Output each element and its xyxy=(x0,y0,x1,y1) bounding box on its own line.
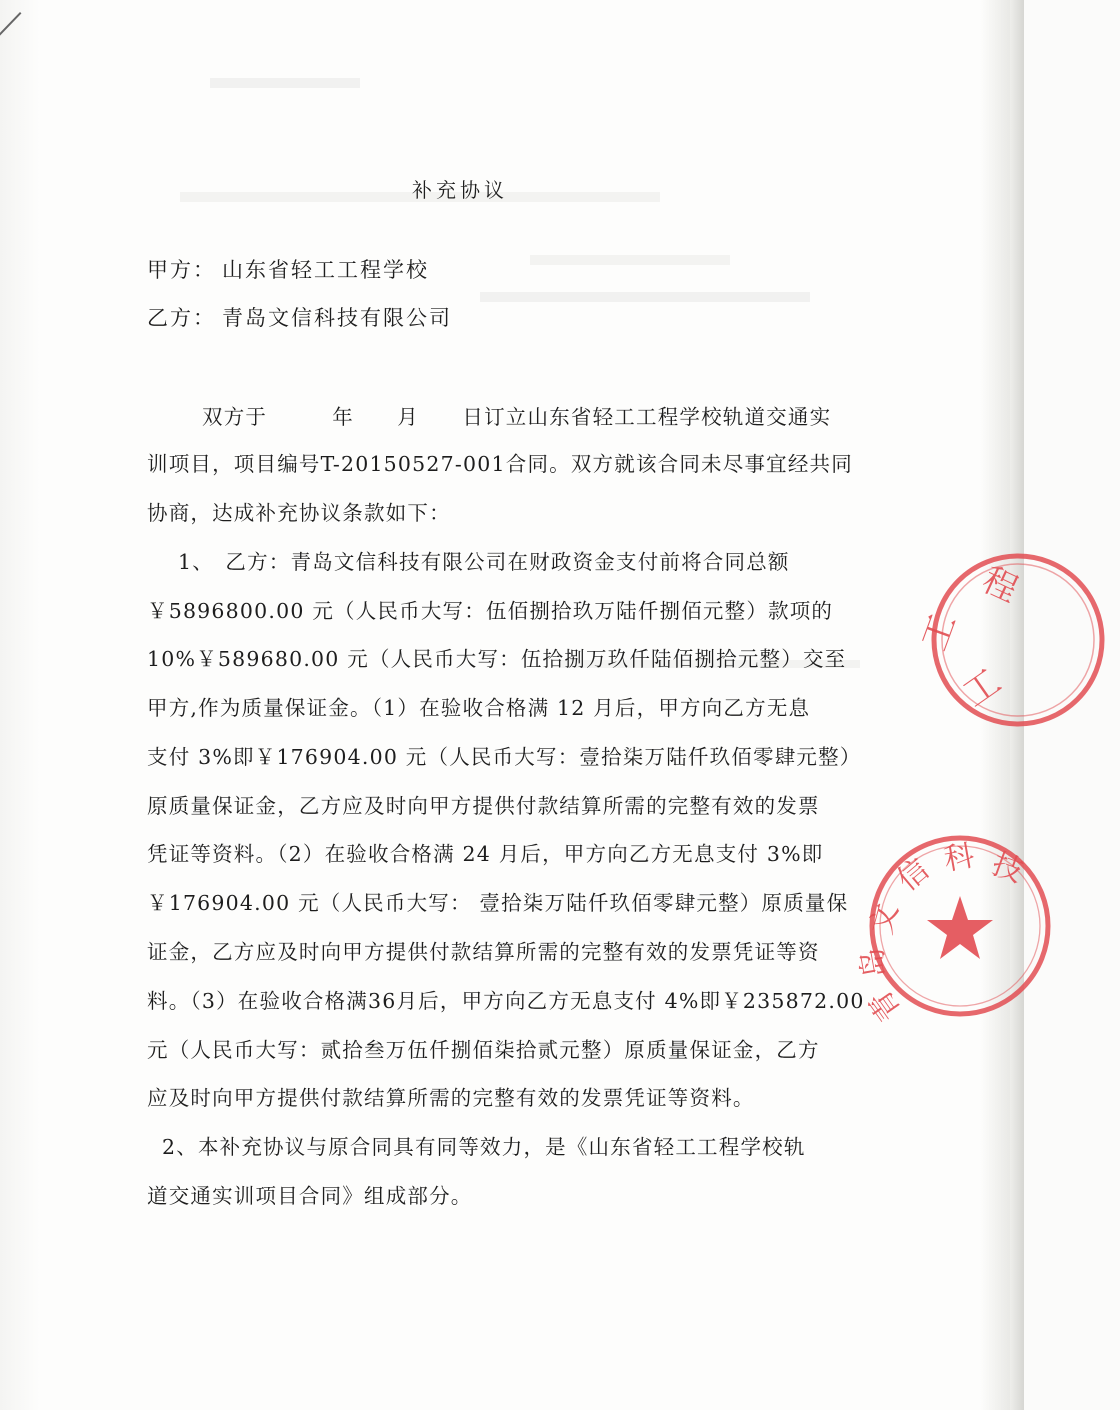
body-line: 料。（3）在验收合格满36月后，甲方向乙方无息支付 4%即￥235872.00 xyxy=(147,989,865,1013)
company-seal-char: 文 xyxy=(863,900,906,939)
party-a-name: 山东省轻工工程学校 xyxy=(222,258,429,282)
party-a-label: 甲方： xyxy=(147,258,216,282)
party-b-name: 青岛文信科技有限公司 xyxy=(222,306,452,330)
school-seal-char: 程 xyxy=(976,559,1024,611)
company-seal-graphic xyxy=(850,826,1050,1026)
company-seal-char: 技 xyxy=(987,846,1028,890)
body-line: 10%￥589680.00 元（人民币大写：伍拾捌万玖仟陆佰捌拾元整）交至 xyxy=(147,647,847,671)
party-a xyxy=(147,254,429,284)
body-line: 训项目，项目编号T-20150527-001合同。双方就该合同未尽事宜经共同 xyxy=(147,452,853,476)
body-line: 双方于 年 月 日订立山东省轻工工程学校轨道交通实 xyxy=(202,405,832,429)
seal-star-icon xyxy=(927,896,993,959)
body-line: 原质量保证金，乙方应及时向甲方提供付款结算所需的完整有效的发票 xyxy=(147,794,820,818)
body-line: 应及时向甲方提供付款结算所需的完整有效的发票凭证等资料。 xyxy=(147,1086,755,1110)
company-seal-char: 青 xyxy=(862,982,909,1028)
body-line: 支付 3%即￥176904.00 元（人民币大写：壹拾柒万陆仟玖佰零肆元整） xyxy=(147,745,862,769)
bleed-through-4 xyxy=(480,292,810,302)
body-line: 1、 乙方：青岛文信科技有限公司在财政资金支付前将合同总额 xyxy=(178,550,790,574)
bleed-through-3 xyxy=(530,255,730,265)
body-line: 协商，达成补充协议条款如下： xyxy=(147,501,451,525)
company-seal xyxy=(850,826,1050,1026)
party-b-label: 乙方： xyxy=(147,306,216,330)
school-seal-char: 工 xyxy=(913,608,965,657)
school-seal-char: 工 xyxy=(955,661,1009,716)
company-seal-char: 信 xyxy=(890,852,937,899)
body-line: 元（人民币大写：贰拾叁万伍仟捌佰柒拾贰元整）原质量保证金，乙方 xyxy=(147,1038,820,1062)
company-seal-char: 科 xyxy=(941,838,977,878)
body-line: 2、本补充协议与原合同具有同等效力，是《山东省轻工工程学校轨 xyxy=(162,1135,806,1159)
body-line: ￥5896800.00 元（人民币大写：伍佰捌拾玖万陆仟捌佰元整）款项的 xyxy=(147,599,834,623)
body-line: ￥176904.00 元（人民币大写： 壹拾柒万陆仟玖佰零肆元整）原质量保 xyxy=(147,891,849,915)
body-line: 证金，乙方应及时向甲方提供付款结算所需的完整有效的发票凭证等资 xyxy=(147,940,820,964)
party-b xyxy=(147,302,452,332)
company-seal-char: 岛 xyxy=(854,945,894,981)
school-seal-graphic xyxy=(913,548,1120,738)
body-line: 道交通实训项目合同》组成部分。 xyxy=(147,1184,473,1208)
scan-mark xyxy=(0,12,21,51)
body-line: 甲方,作为质量保证金。（1）在验收合格满 12 月后，甲方向乙方无息 xyxy=(147,696,811,720)
document-title: 补充协议 xyxy=(412,178,508,202)
body-line: 凭证等资料。（2）在验收合格满 24 月后，甲方向乙方无息支付 3%即 xyxy=(147,842,824,866)
school-seal xyxy=(913,548,1120,738)
bleed-through-1 xyxy=(210,78,360,88)
